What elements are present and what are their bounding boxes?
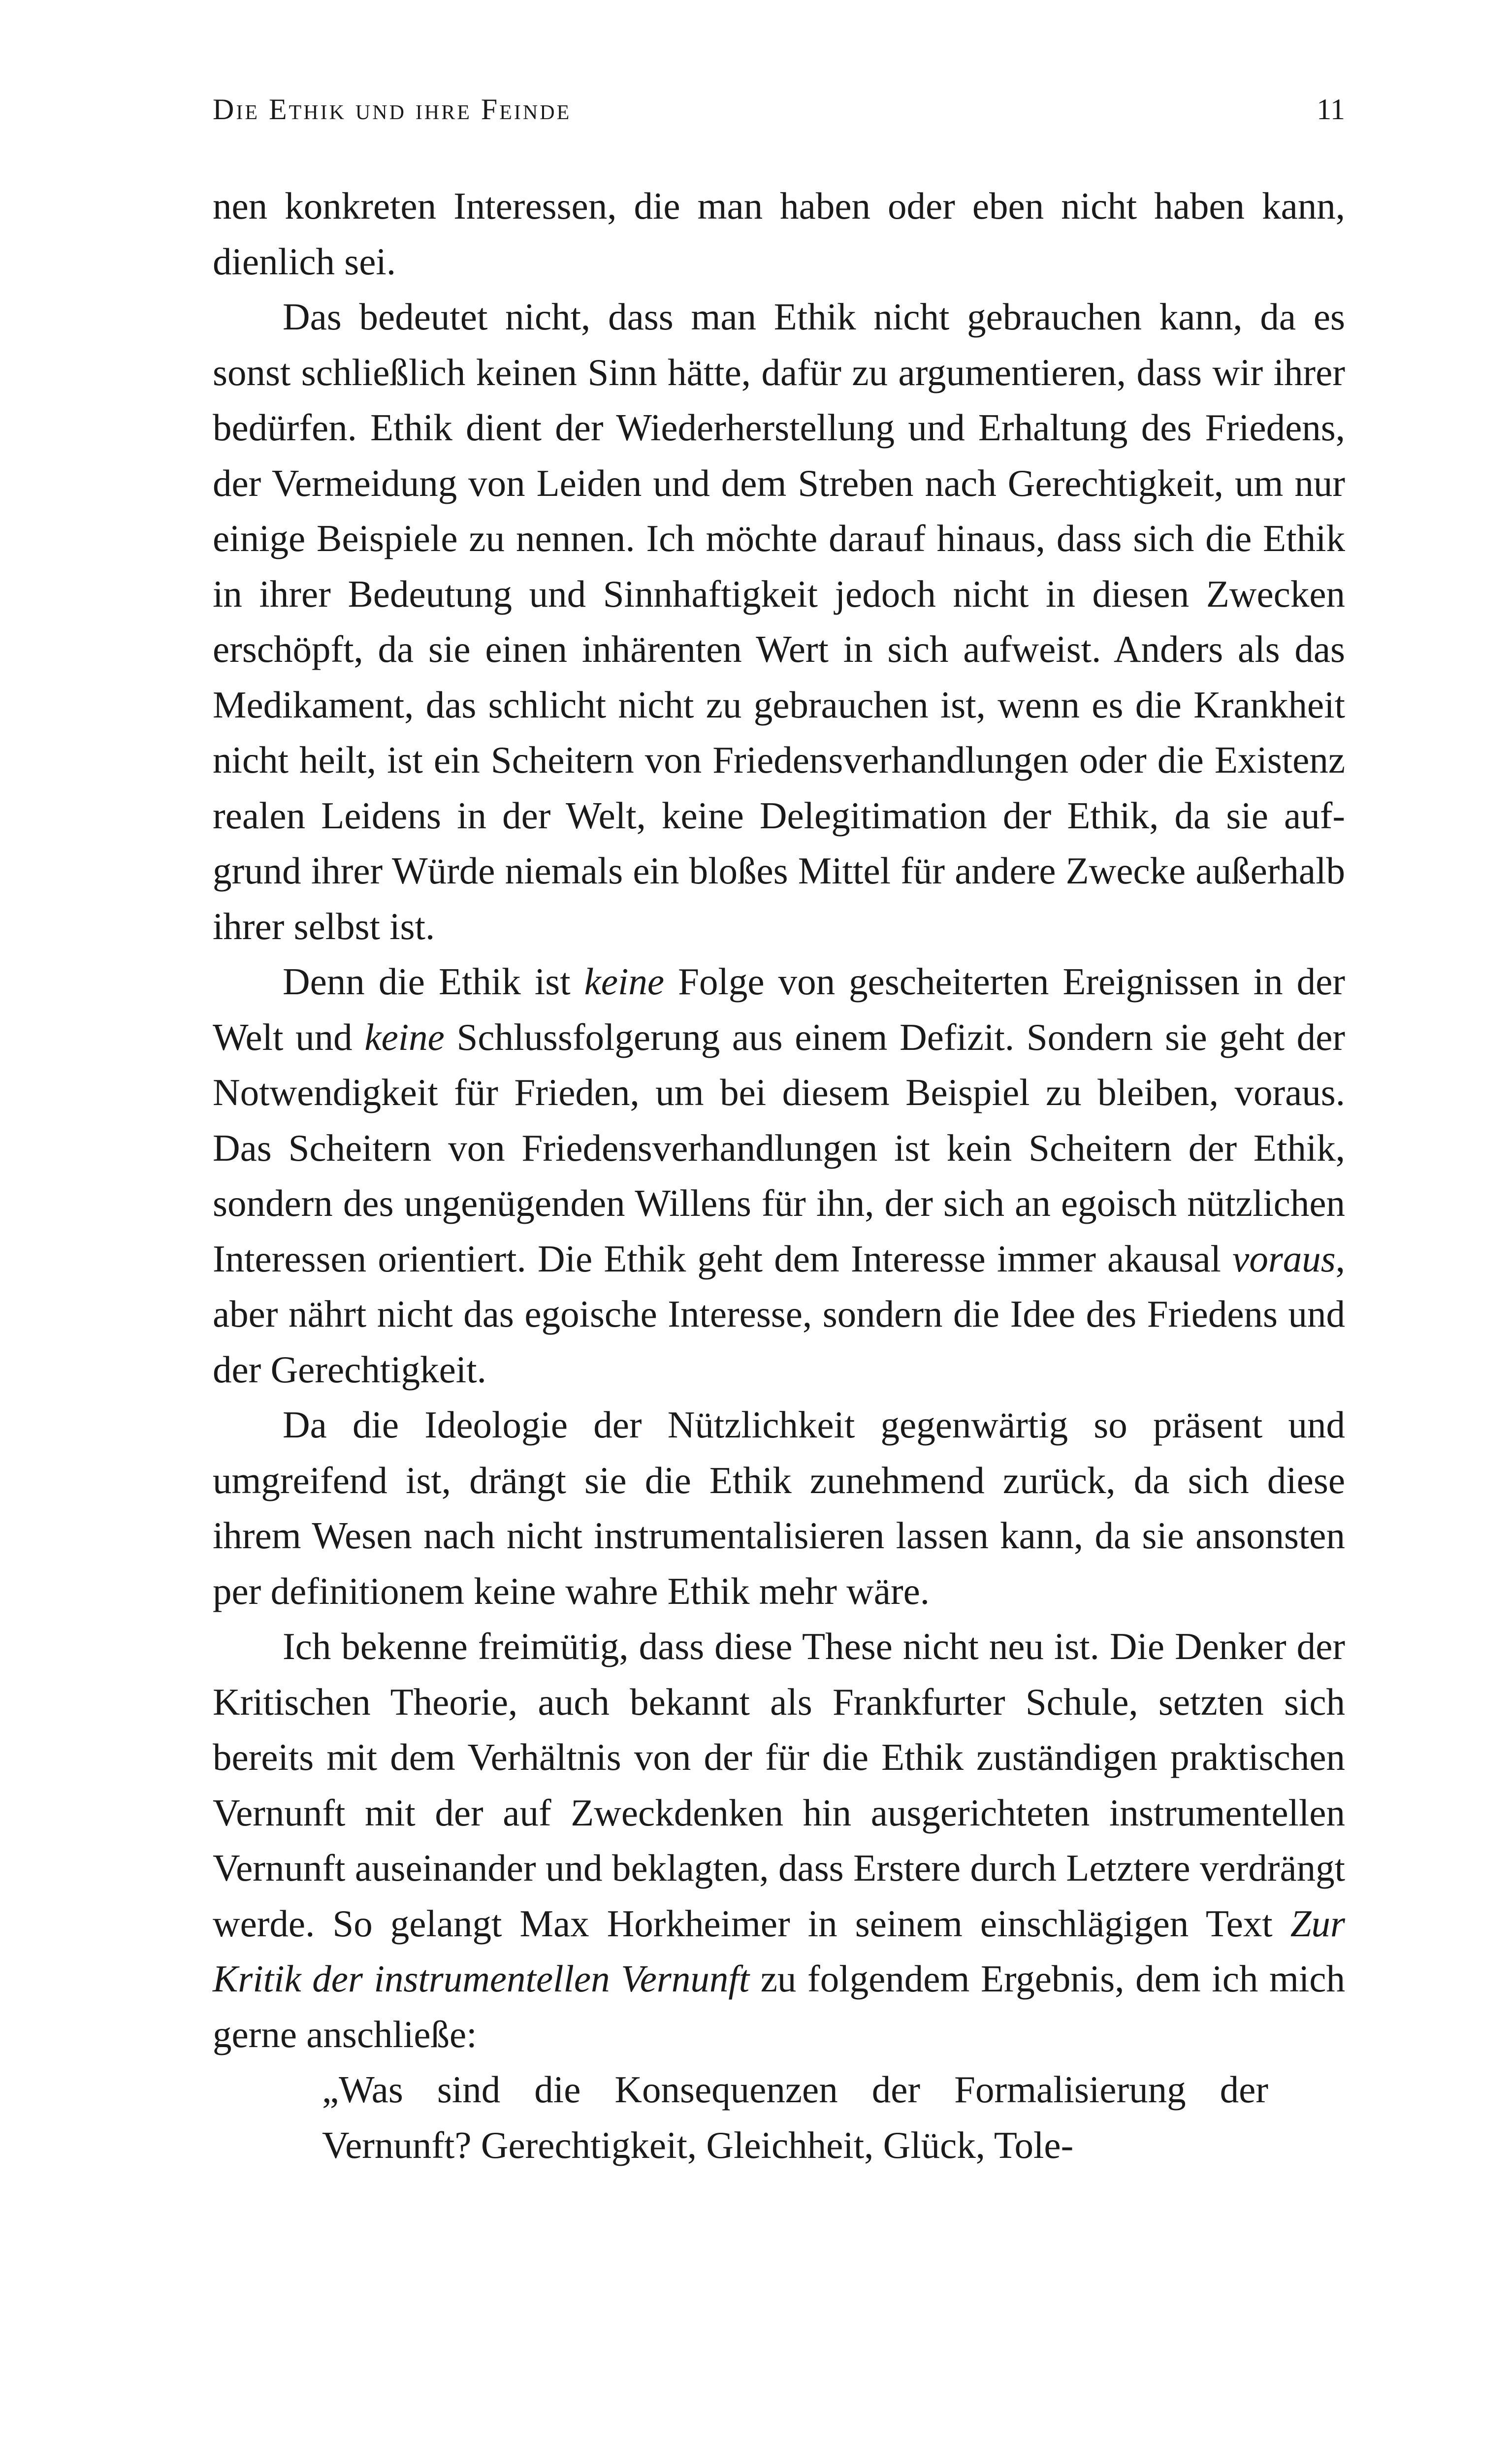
text-run: Denn die Ethik ist: [283, 960, 584, 1003]
text-run: zu folgendem Ergebnis, dem ich mich gerne anschließe:: [213, 1957, 1345, 2055]
running-title: Die Ethik und ihre Feinde: [213, 93, 572, 126]
italic-text: Zur Kritik der instrumentellen Vernunft: [213, 1902, 1345, 2000]
text-run: Ich bekenne freimütig, dass diese These nicht neu ist. Die Denker der Kritischen Theorie, auch bekannt als Frankfurter Schule, setzten sich bereits mit dem Verhältnis von der für die Ethik zuständigen praktischen Vernunft mit der auf Zweckdenken hin ausgerichteten instrumentellen Vernunft auseinander und beklagten, dass Erstere durch Letztere verdrängt werde. So gelangt Max Horkheimer in seinem einschlägigen Text: [213, 1625, 1345, 1945]
paragraph-p1: [213, 178, 1345, 289]
paragraph-p5: [213, 1619, 1345, 2062]
running-head: [213, 93, 1345, 132]
text-run: Das bedeutet nicht, dass man Ethik nicht gebrauchen kann, da es sonst schließlich keinen Sinn hätte, dafür zu argumentieren, dass wir ihrer bedürfen. Ethik dient der Wiederherstellung und Erhaltung des Friedens, der Vermeidung von Leiden und dem Streben nach Gerechtigkeit, um nur einige Beispiele zu nennen. Ich möchte darauf hinaus, dass sich die Ethik in ihrer Bedeutung und Sinnhaftigkeit jedoch nicht in diesen Zwecken erschöpft, da sie einen inhärenten Wert in sich aufweist. Anders als das Medikament, das schlicht nicht zu gebrauchen ist, wenn es die Krankheit nicht heilt, ist ein Scheitern von Friedensverhandlungen oder die Existenz realen Leidens in der Welt, keine Delegitimation der Ethik, da sie aufgrund ihrer Würde niemals ein bloßes Mittel für andere Zwecke außerhalb ihrer selbst ist.: [213, 295, 1345, 947]
book-page: [213, 0, 1345, 2443]
text-run: Schlussfolgerung aus einem Defizit. Sondern sie geht der Notwendigkeit für Frieden, um bei diesem Beispiel zu bleiben, voraus. Das Scheitern von Friedensverhandlungen ist kein Scheitern der Ethik, sondern des ungenügenden Willens für ihn, der sich an egoisch nützlichen Interessen orientiert. Die Ethik geht dem Interesse immer akausal: [213, 1015, 1345, 1280]
italic-text: keine: [584, 960, 665, 1003]
italic-text: keine: [364, 1015, 445, 1058]
body-text: [213, 178, 1345, 2173]
text-run: nen konkreten Interessen, die man haben oder eben nicht haben kann, dienlich sei.: [213, 185, 1345, 283]
paragraph-p4: [213, 1397, 1345, 1619]
italic-text: voraus: [1232, 1237, 1336, 1280]
paragraph-list: [213, 178, 1345, 2062]
text-run: , aber nährt nicht das egoische Interesse, sondern die Idee des Friedens und der Gerechtigkeit.: [213, 1237, 1345, 1391]
block-quote: „Was sind die Konsequenzen der Formalisierung der Vernunft? Gerechtigkeit, Gleichheit, Glück, Tole-: [322, 2068, 1268, 2166]
paragraph-p2: [213, 289, 1345, 954]
page-number: 11: [1317, 93, 1345, 126]
paragraph-p3: [213, 954, 1345, 1397]
text-run: Folge von gescheiterten Ereignissen in der Welt und: [213, 960, 1345, 1058]
text-run: Da die Ideologie der Nützlichkeit gegenwärtig so präsent und umgreifend ist, drängt sie die Ethik zunehmend zurück, da sich diese ihrem Wesen nach nicht instrumentalisieren lassen kann, da sie ansonsten per definitionem keine wahre Ethik mehr wäre.: [213, 1403, 1345, 1612]
